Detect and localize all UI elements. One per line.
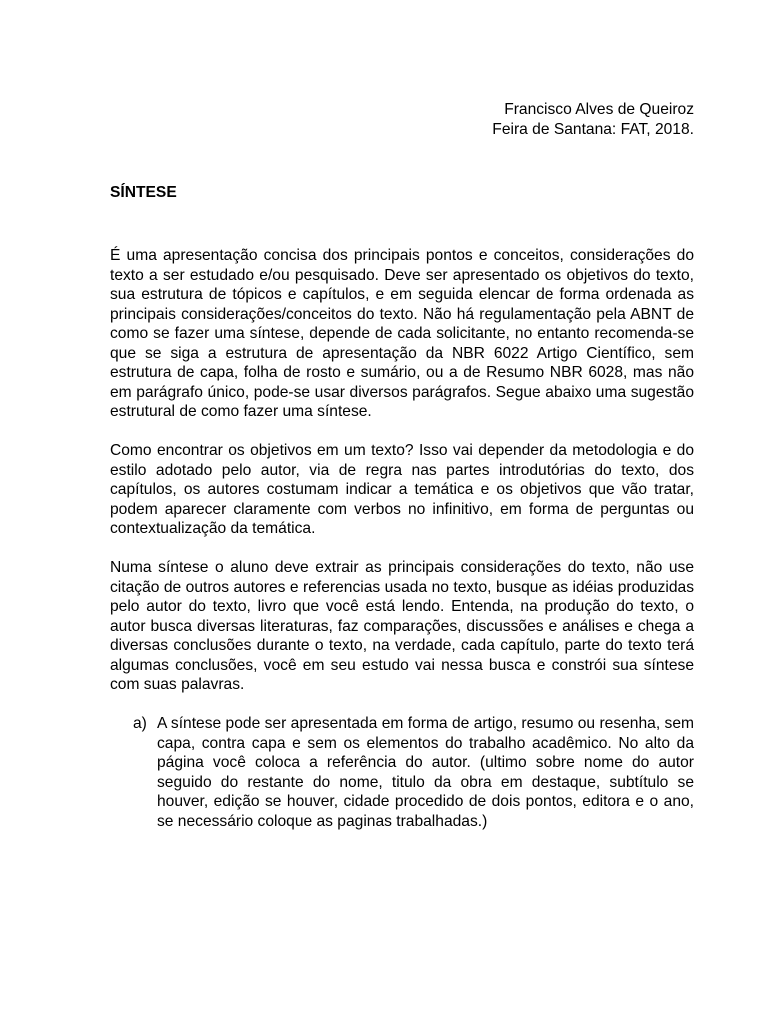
list-item-text: A síntese pode ser apresentada em forma de artigo, resumo ou resenha, sem capa, contra capa e sem os elementos do trabalho acadêmico. No alto da página você coloca a referência do autor. (ultimo sobre nome do autor seguido do restante do nome, titulo da obra em destaque, subtítulo se houver, edição se houver, cidade procedido de dois pontos, editora e o ano, se necessário coloque as paginas trabalhadas.) — [157, 715, 694, 830]
paragraph-considerations: Numa síntese o aluno deve extrair as principais considerações do texto, não use citação de outros autores e referencias usada no texto, busque as idéias produzidas pelo autor do texto, livro que você está lendo. Entenda, na produção do texto, o autor busca diversas literaturas, faz comparações, discussões e análises e chega a diversas conclusões durante o texto, na verdade, cada capítulo, parte do texto terá algumas conclusões, você em seu estudo vai nessa busca e constrói sua síntese com suas palavras. — [110, 559, 694, 693]
paragraph-objectives: Como encontrar os objetivos em um texto? Isso vai depender da metodologia e do estilo adotado pelo autor, via de regra nas partes introdutórias do texto, dos capítulos, os autores costumam indicar a temática e os objetivos que vão tratar, podem aparecer claramente com verbos no infinitivo, em forma de perguntas ou contextualização da temática. — [110, 442, 694, 537]
publication-info: Feira de Santana: FAT, 2018. — [492, 121, 694, 138]
author-name: Francisco Alves de Queiroz — [504, 101, 694, 118]
paragraph-definition: É uma apresentação concisa dos principais pontos e conceitos, considerações do texto a ser estudado e/ou pesquisado. Deve ser apresentado os objetivos do texto, sua estrutura de tópicos e capítulos, e em seguida elencar de forma ordenada as principais considerações/conceitos do texto. Não há regulamentação pela ABNT de como se fazer uma síntese, depende de cada solicitante, no entanto recomenda-se que se siga a estrutura de apresentação da NBR 6022 Artigo Científico, sem estrutura de capa, folha de rosto e sumário, ou a de Resumo NBR 6028, mas não em parágrafo único, pode-se usar diversos parágrafos. Segue abaixo uma sugestão estrutural de como fazer uma síntese. — [110, 247, 694, 420]
list-item — [110, 714, 694, 831]
document-body — [110, 246, 694, 831]
reference-header — [492, 100, 694, 140]
list-marker: a) — [133, 715, 147, 732]
instruction-list — [110, 714, 694, 831]
section-title: SÍNTESE — [110, 184, 177, 201]
